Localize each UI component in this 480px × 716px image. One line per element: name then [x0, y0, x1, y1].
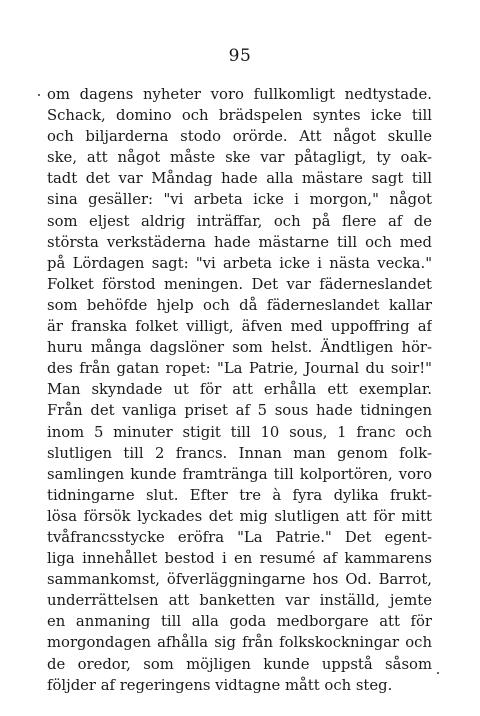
text-line: Schack, domino och brädspelen syntes icke till [47, 107, 432, 125]
text-line: om dagens nyheter voro fullkomligt nedtystade. [47, 86, 432, 103]
text-line: lösa försök lyckades det mig slutligen att för mitt [47, 507, 432, 525]
body-text [47, 84, 432, 696]
print-speck [437, 672, 439, 674]
text-line: de oredor, som möjligen kunde uppstå såsom [47, 655, 432, 673]
print-speck [38, 94, 40, 96]
text-line: underrättelsen att banketten var inställd, jemte [47, 592, 432, 610]
text-line: och biljarderna stodo orörde. Att något skulle [47, 128, 432, 146]
text-line: Man skyndade ut för att erhålla ett exemplar. [47, 381, 432, 399]
text-line: ske, att något måste ske var påtagligt, ty oak- [47, 149, 432, 167]
text-line: liga innehållet bestod i en resumé af kammarens [47, 550, 432, 568]
text-line: inom 5 minuter stigit till 10 sous, 1 franc och [47, 423, 432, 441]
text-line: morgondagen afhålla sig från folkskockningar och [47, 634, 432, 652]
text-line: som eljest aldrig inträffar, och på flere af de [47, 212, 432, 230]
text-line: sina gesäller: "vi arbeta icke i morgon," något [47, 191, 432, 209]
text-line: största verkstäderna hade mästarne till och med [47, 233, 432, 251]
text-line: Från det vanliga priset af 5 sous hade tidningen [47, 402, 432, 420]
text-line: är franska folket villigt, äfven med uppoffring af [47, 318, 432, 336]
text-line: samlingen kunde framtränga till kolportören, voro [47, 465, 432, 483]
text-line: följder af regeringens vidtagne mått och steg. [47, 676, 393, 694]
text-line: en anmaning till alla goda medborgare att för [47, 613, 432, 631]
text-line: på Lördagen sagt: "vi arbeta icke i nästa vecka." [47, 254, 432, 272]
text-line: tvåfrancsstycke eröfra "La Patrie." Det egent- [47, 528, 432, 546]
text-line: tidningarne slut. Efter tre à fyra dylika frukt- [47, 486, 432, 504]
text-line: sammankomst, öfverläggningarne hos Od. Barrot, [47, 571, 432, 589]
text-line: Folket förstod meningen. Det var fäderneslandet [47, 275, 432, 293]
text-line: huru många dagslöner som helst. Ändtligen hör- [47, 339, 432, 357]
text-line: som behöfde hjelp och då fäderneslandet kallar [47, 296, 432, 314]
text-line: slutligen till 2 francs. Innan man genom folk- [47, 444, 432, 462]
page-number: 95 [228, 46, 252, 66]
text-line: des från gatan ropet: "La Patrie, Journal du soir!" [47, 360, 432, 378]
text-line: tadt det var Måndag hade alla mästare sagt till [47, 170, 432, 188]
